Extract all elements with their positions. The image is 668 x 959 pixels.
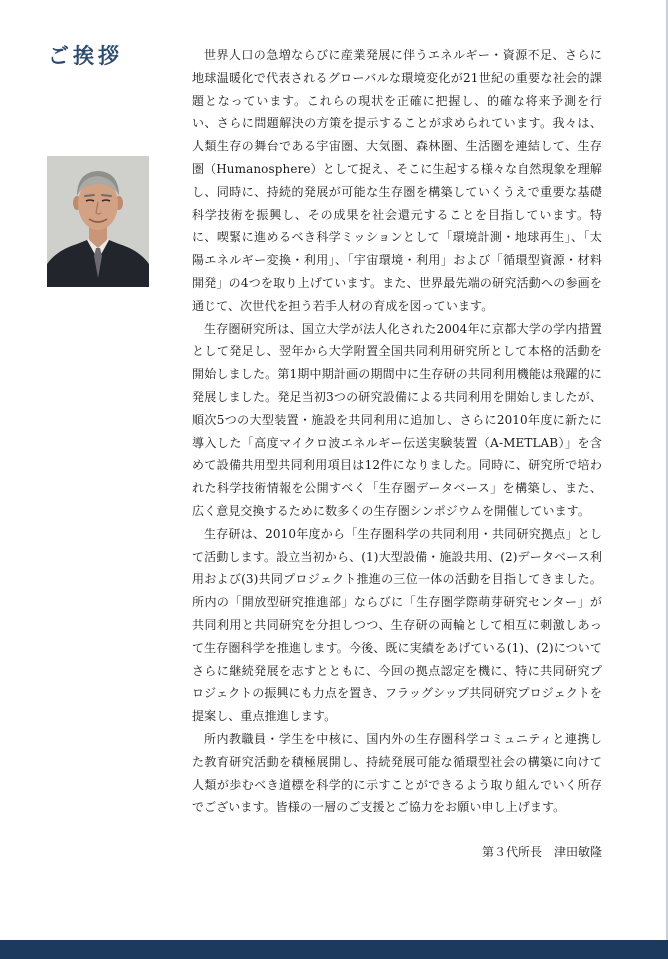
greeting-paragraph-2: 生存圏研究所は、国立大学が法人化された2004年に京都大学の学内措置として発足し、翌年から大学附置全国共同利用研究所として本格的活動を開始しました。第1期中期計画の期間中に生存研の共同利用機能は飛躍的に発展しました。発足当初3つの研究設備による共同利用を開始しましたが、順次5つの大型装置・施設を共同利用に追加し、さらに2010年度に新たに導入した「高度マイクロ波エネルギー伝送実験装置（A-METLAB）」を含めて設備共用型共同利用項目は12件になりました。同時に、研究所で培われた科学技術情報を公開すべく「生存圏データベース」を構築し、また、広く意見交換するために数多くの生存圏シンポジウムを開催しています。	[192, 321, 602, 518]
greeting-body	[192, 44, 602, 819]
greeting-paragraph-4: 所内教職員・学生を中核に、国内外の生存圏科学コミュニティと連携した教育研究活動を積極展開し、持続発展可能な循環型社会の構築に向けて人類が歩むべき道標を科学的に示すことができるよう取り組んでいく所存でございます。皆様の一層のご支援とご協力をお願い申し上げます。	[192, 731, 602, 815]
director-portrait	[47, 156, 149, 287]
director-signature: 第３代所長 津田敏隆	[481, 845, 602, 859]
greeting-paragraph-1: 世界人口の急増ならびに産業発展に伴うエネルギー・資源不足、さらに地球温暖化で代表されるグローバルな環境変化が21世紀の重要な社会的課題となっています。これらの現状を正確に把握し、的確な将来予測を行い、さらに問題解決の方策を提示することが求められています。我々は、人類生存の舞台である宇宙圏、大気圏、森林圏、生活圏を連結して、生存圏（Humanosphere）として捉え、そこに生起する様々な自然現象を理解し、同時に、持続的発展が可能な生存圏を構築していくうえで重要な基礎科学技術を振興し、その成果を社会還元することを目指しています。特に、喫緊に進めるべき科学ミッションとして「環境計測・地球再生」、「太陽エネルギー変換・利用」、「宇宙環境・利用」および「循環型資源・材料開発」の4つを取り上げています。また、世界最先端の研究活動への参画を通じて、次世代を担う若手人材の育成を図っています。	[192, 48, 602, 313]
page-title: ご挨拶	[48, 43, 123, 68]
greeting-paragraph-3: 生存研は、2010年度から「生存圏科学の共同利用・共同研究拠点」として活動します。設立当初から、(1)大型設備・施設共用、(2)データベース利用および(3)共同プロジェクト推進の三位一体の活動を目指してきました。所内の「開放型研究推進部」ならびに「生存圏学際萌芽研究センター」が共同利用と共同研究を分担しつつ、生存研の両輪として相互に刺激しあって生存圏科学を推進します。今後、既に実績をあげている(1)、(2)についてさらに継続発展を志すとともに、今回の拠点認定を機に、特に共同研究プロジェクトの振興にも力点を置き、フラッグシップ共同研究プロジェクトを提案し、重点推進します。	[192, 526, 602, 724]
footer-band	[0, 940, 668, 959]
